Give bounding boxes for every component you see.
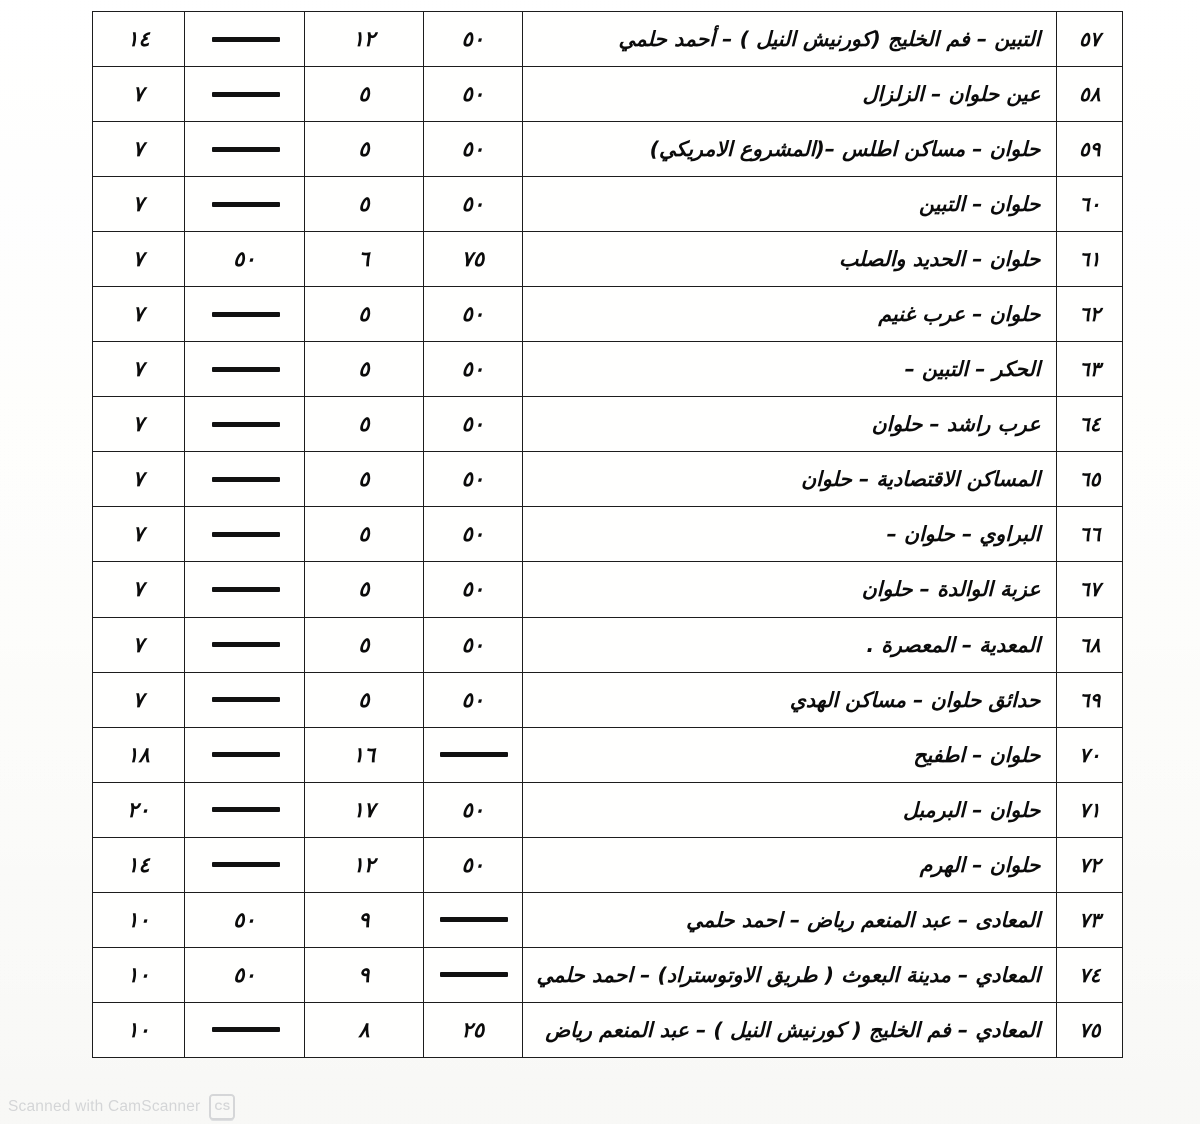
row-value-4: ٥٠ <box>423 287 522 342</box>
row-value-4: ٥٠ <box>423 397 522 452</box>
row-serial-number: ٧٤ <box>1057 947 1123 1002</box>
row-value-3: ٩ <box>304 892 423 947</box>
table-row <box>93 617 1123 672</box>
row-serial-number: ٧٣ <box>1057 892 1123 947</box>
row-value-3: ٥ <box>304 507 423 562</box>
row-serial-number: ٦٦ <box>1057 507 1123 562</box>
row-value-3: ٩ <box>304 947 423 1002</box>
table-row <box>93 342 1123 397</box>
row-value-2 <box>184 672 304 727</box>
row-value-2 <box>184 727 304 782</box>
row-value-4: ٥٠ <box>423 67 522 122</box>
row-route-name: حلوان – البرمبل <box>522 782 1057 837</box>
row-value-2 <box>184 12 304 67</box>
camscanner-watermark <box>8 1094 235 1120</box>
row-route-name: المعادى – عبد المنعم رياض – احمد حلمي <box>522 892 1057 947</box>
table-row <box>93 727 1123 782</box>
row-value-2 <box>184 507 304 562</box>
row-value-3: ٨ <box>304 1002 423 1057</box>
row-route-name: حلوان – الحديد والصلب <box>522 232 1057 287</box>
bus-routes-table <box>92 11 1123 1058</box>
row-route-name: الحكر – التبين – <box>522 342 1057 397</box>
row-value-4 <box>423 947 522 1002</box>
row-value-1: ٧ <box>93 507 185 562</box>
row-route-name: المعدية – المعصرة . <box>522 617 1057 672</box>
camscanner-label: Scanned with CamScanner <box>8 1098 201 1115</box>
row-value-2 <box>184 837 304 892</box>
table-row <box>93 397 1123 452</box>
row-serial-number: ٥٧ <box>1057 12 1123 67</box>
row-route-name: المساكن الاقتصادية – حلوان <box>522 452 1057 507</box>
row-value-1: ١٨ <box>93 727 185 782</box>
row-value-4: ٥٠ <box>423 122 522 177</box>
table-row <box>93 1002 1123 1057</box>
row-serial-number: ٦٥ <box>1057 452 1123 507</box>
table-row <box>93 782 1123 837</box>
table-row <box>93 452 1123 507</box>
row-serial-number: ٦٣ <box>1057 342 1123 397</box>
row-value-4: ٥٠ <box>423 12 522 67</box>
row-value-1: ١٤ <box>93 12 185 67</box>
row-value-1: ٧ <box>93 177 185 232</box>
row-route-name: حلوان – التبين <box>522 177 1057 232</box>
row-value-1: ٧ <box>93 672 185 727</box>
row-value-3: ٥ <box>304 177 423 232</box>
row-value-2: ٥٠ <box>184 232 304 287</box>
row-route-name: عين حلوان – الزلزال <box>522 67 1057 122</box>
row-route-name: عزبة الوالدة – حلوان <box>522 562 1057 617</box>
row-value-1: ١٤ <box>93 837 185 892</box>
row-route-name: التبين – فم الخليج (كورنيش النيل ) – أحمد حلمي <box>522 12 1057 67</box>
row-value-4: ٥٠ <box>423 672 522 727</box>
row-route-name: البراوي – حلوان – <box>522 507 1057 562</box>
table-row <box>93 177 1123 232</box>
row-value-4 <box>423 727 522 782</box>
row-value-3: ٥ <box>304 452 423 507</box>
row-value-1: ٧ <box>93 342 185 397</box>
row-value-2: ٥٠ <box>184 947 304 1002</box>
row-value-4: ٥٠ <box>423 452 522 507</box>
table-row <box>93 232 1123 287</box>
row-value-4 <box>423 892 522 947</box>
row-value-2 <box>184 617 304 672</box>
row-value-1: ١٠ <box>93 1002 185 1057</box>
row-value-4: ٥٠ <box>423 782 522 837</box>
row-serial-number: ٧٥ <box>1057 1002 1123 1057</box>
table-row <box>93 507 1123 562</box>
row-value-2 <box>184 287 304 342</box>
row-value-1: ٧ <box>93 287 185 342</box>
row-value-3: ٥ <box>304 672 423 727</box>
row-value-3: ١٧ <box>304 782 423 837</box>
row-value-3: ٥ <box>304 562 423 617</box>
table-container <box>92 11 1123 1058</box>
camscanner-badge-icon: CS <box>209 1094 235 1120</box>
row-serial-number: ٥٩ <box>1057 122 1123 177</box>
row-value-4: ٥٠ <box>423 507 522 562</box>
table-row <box>93 562 1123 617</box>
table-row <box>93 672 1123 727</box>
row-route-name: حلوان – اطفيح <box>522 727 1057 782</box>
row-serial-number: ٦٠ <box>1057 177 1123 232</box>
row-serial-number: ٦٩ <box>1057 672 1123 727</box>
row-value-3: ٦ <box>304 232 423 287</box>
row-value-3: ٥ <box>304 617 423 672</box>
table-body <box>93 12 1123 1058</box>
row-value-3: ١٢ <box>304 837 423 892</box>
row-value-2 <box>184 122 304 177</box>
row-route-name: المعادي – مدينة البعوث ( طريق الاوتوستراد) – احمد حلمي <box>522 947 1057 1002</box>
table-row <box>93 67 1123 122</box>
row-route-name: المعادي – فم الخليج ( كورنيش النيل ) – عبد المنعم رياض <box>522 1002 1057 1057</box>
row-value-3: ١٦ <box>304 727 423 782</box>
table-row <box>93 122 1123 177</box>
row-serial-number: ٧١ <box>1057 782 1123 837</box>
row-value-1: ٧ <box>93 122 185 177</box>
row-value-3: ٥ <box>304 122 423 177</box>
row-value-4: ٥٠ <box>423 177 522 232</box>
row-value-1: ٧ <box>93 397 185 452</box>
row-serial-number: ٧٠ <box>1057 727 1123 782</box>
row-value-4: ٥٠ <box>423 617 522 672</box>
row-value-3: ٥ <box>304 287 423 342</box>
row-serial-number: ٧٢ <box>1057 837 1123 892</box>
table-row <box>93 947 1123 1002</box>
row-serial-number: ٦٨ <box>1057 617 1123 672</box>
row-route-name: حلوان – مساكن اطلس –(المشروع الامريكي) <box>522 122 1057 177</box>
row-value-2 <box>184 342 304 397</box>
row-value-3: ١٢ <box>304 12 423 67</box>
row-serial-number: ٦٤ <box>1057 397 1123 452</box>
row-route-name: عرب راشد – حلوان <box>522 397 1057 452</box>
row-value-2 <box>184 782 304 837</box>
row-value-3: ٥ <box>304 67 423 122</box>
row-value-4: ٧٥ <box>423 232 522 287</box>
row-value-2: ٥٠ <box>184 892 304 947</box>
row-serial-number: ٦٧ <box>1057 562 1123 617</box>
row-value-4: ٥٠ <box>423 837 522 892</box>
row-value-1: ٧ <box>93 452 185 507</box>
row-value-1: ٧ <box>93 232 185 287</box>
row-value-4: ٥٠ <box>423 562 522 617</box>
row-route-name: حدائق حلوان – مساكن الهدي <box>522 672 1057 727</box>
row-value-1: ١٠ <box>93 892 185 947</box>
table-row <box>93 892 1123 947</box>
row-route-name: حلوان – عرب غنيم <box>522 287 1057 342</box>
row-value-2 <box>184 177 304 232</box>
row-value-3: ٥ <box>304 342 423 397</box>
table-row <box>93 287 1123 342</box>
row-value-1: ٢٠ <box>93 782 185 837</box>
row-serial-number: ٦٢ <box>1057 287 1123 342</box>
row-value-4: ٥٠ <box>423 342 522 397</box>
row-value-1: ٧ <box>93 617 185 672</box>
row-value-2 <box>184 67 304 122</box>
row-serial-number: ٦١ <box>1057 232 1123 287</box>
table-row <box>93 12 1123 67</box>
row-value-1: ٧ <box>93 67 185 122</box>
row-serial-number: ٥٨ <box>1057 67 1123 122</box>
row-value-3: ٥ <box>304 397 423 452</box>
row-route-name: حلوان – الهرم <box>522 837 1057 892</box>
row-value-1: ١٠ <box>93 947 185 1002</box>
row-value-1: ٧ <box>93 562 185 617</box>
row-value-2 <box>184 452 304 507</box>
row-value-2 <box>184 397 304 452</box>
row-value-2 <box>184 1002 304 1057</box>
table-row <box>93 837 1123 892</box>
row-value-4: ٢٥ <box>423 1002 522 1057</box>
row-value-2 <box>184 562 304 617</box>
